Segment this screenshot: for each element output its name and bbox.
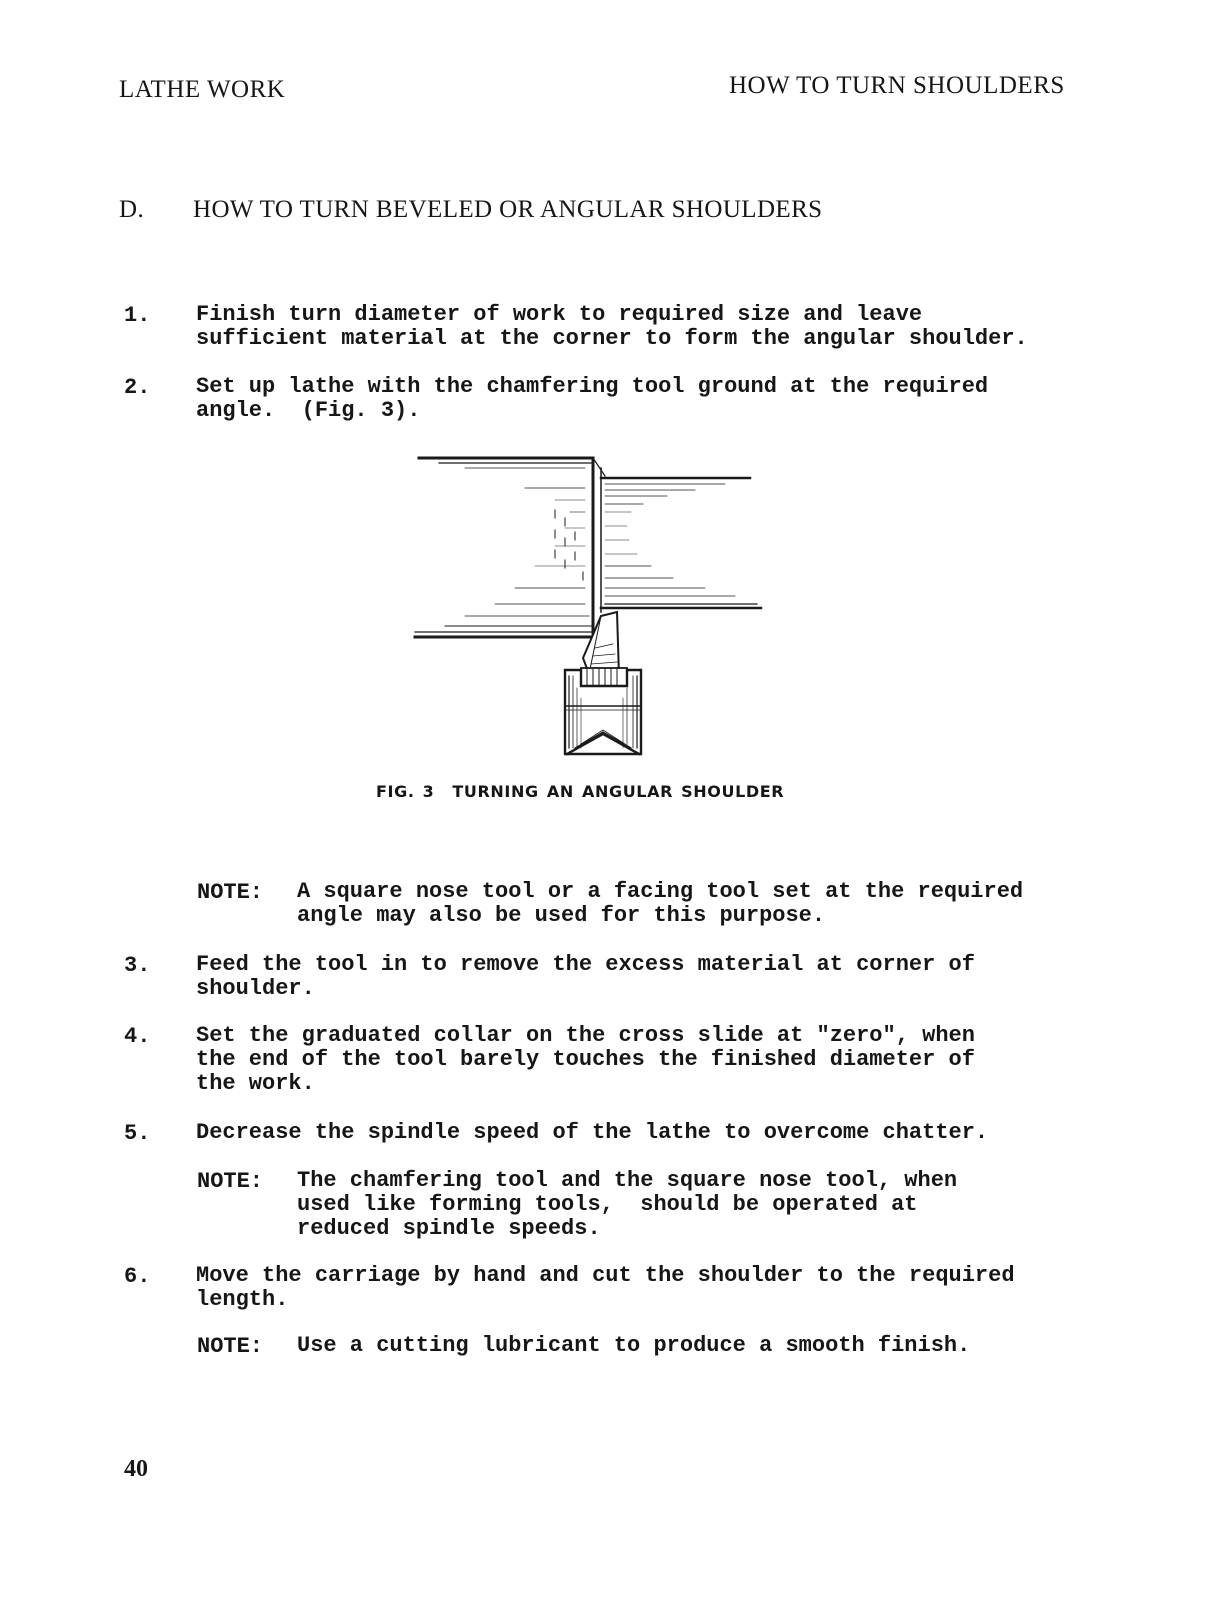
step-4-text: Set the graduated collar on the cross slide at "zero", when the end of the tool barely touches the finished diameter of the work. — [196, 1023, 975, 1096]
step-2-number: 2. — [124, 375, 151, 400]
step-3-number: 3. — [124, 953, 151, 978]
note-3-label: NOTE: — [197, 1334, 264, 1359]
step-2-text: Set up lathe with the chamfering tool ground at the required angle. (Fig. 3). — [196, 374, 989, 423]
section-letter: D. — [119, 196, 145, 223]
note-2-text: The chamfering tool and the square nose tool, when used like forming tools, should be operated at reduced spindle speeds. — [297, 1168, 958, 1241]
note-2-label: NOTE: — [197, 1169, 264, 1194]
figure-number: FIG. 3 — [376, 782, 435, 801]
figure-caption — [376, 782, 784, 801]
note-1-label: NOTE: — [197, 880, 264, 905]
step-4-number: 4. — [124, 1024, 151, 1049]
running-header-left: LATHE WORK — [119, 76, 286, 103]
section-heading — [119, 196, 822, 224]
step-5-number: 5. — [124, 1121, 151, 1146]
section-title: HOW TO TURN BEVELED OR ANGULAR SHOULDERS — [193, 196, 823, 223]
figure-caption-text: TURNING AN ANGULAR SHOULDER — [452, 782, 785, 801]
step-1-text: Finish turn diameter of work to required size and leave sufficient material at the corner to form the angular shoulder. — [196, 302, 1028, 351]
note-1-text: A square nose tool or a facing tool set at the required angle may also be used for this purpose. — [297, 879, 1024, 928]
step-1-number: 1. — [124, 303, 151, 328]
page-number: 40 — [124, 1456, 148, 1482]
running-header-right: HOW TO TURN SHOULDERS — [729, 72, 1065, 99]
step-5-text: Decrease the spindle speed of the lathe to overcome chatter. — [196, 1120, 989, 1145]
note-3-text: Use a cutting lubricant to produce a smooth finish. — [297, 1333, 971, 1358]
fig-3-illustration — [405, 448, 770, 768]
step-3-text: Feed the tool in to remove the excess material at corner of shoulder. — [196, 952, 975, 1001]
step-6-text: Move the carriage by hand and cut the shoulder to the required length. — [196, 1263, 1015, 1312]
step-6-number: 6. — [124, 1264, 151, 1289]
